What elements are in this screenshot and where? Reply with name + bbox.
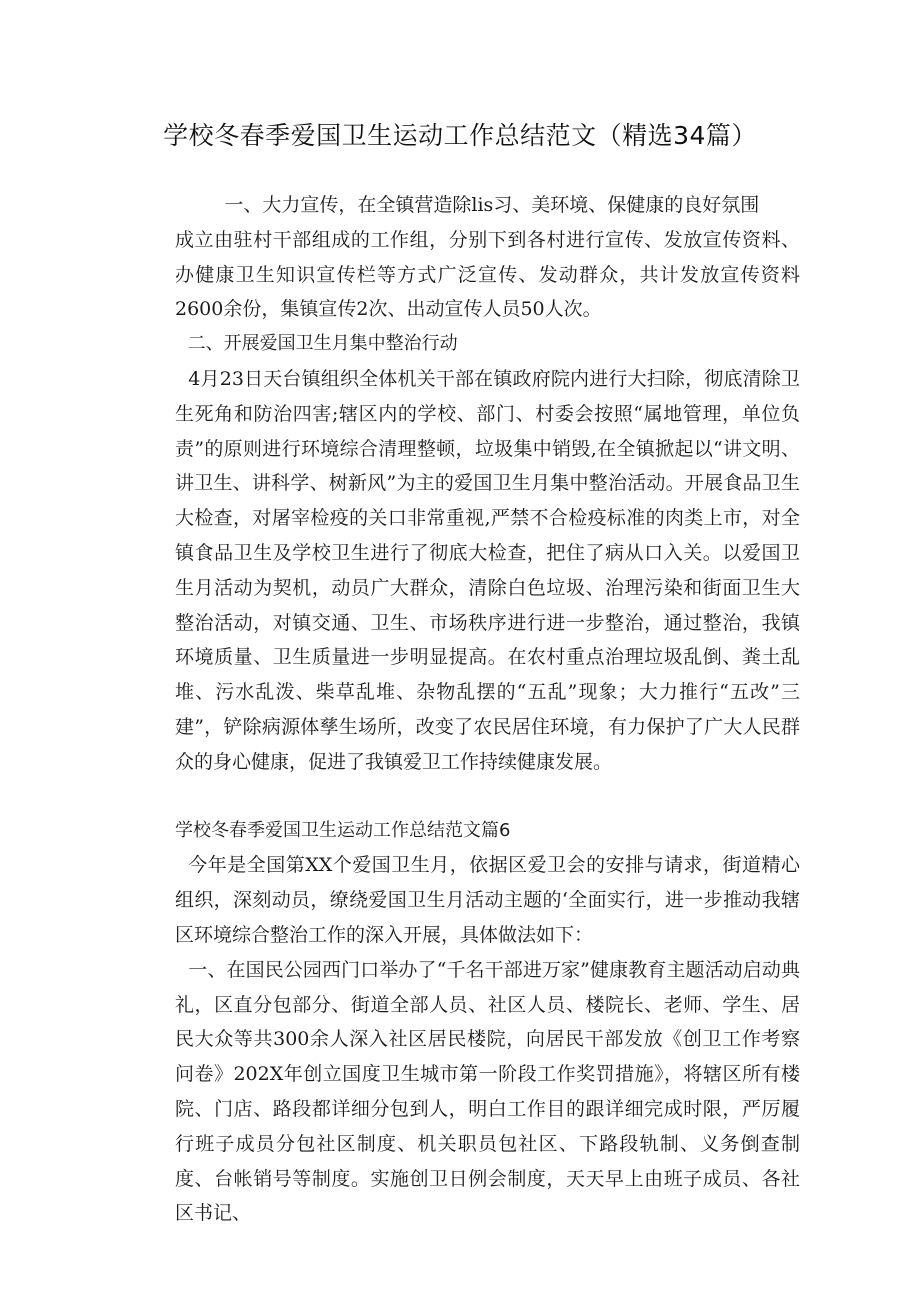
document-body xyxy=(175,188,800,1231)
section-heading: 一、大力宣传，在全镇营造除lis习、美环境、保健康的良好氛围 xyxy=(224,194,760,216)
body-paragraph: 成立由驻村干部组成的工作组，分别下到各村进行宣传、发放宣传资料、办健康卫生知识宣传栏等方式广泛宣传、发动群众，共计发放宣传资料2600余份，集镇宣传2次、出动宣传人员50人次。 xyxy=(175,228,800,321)
paragraph-gap xyxy=(175,780,800,814)
section-heading: 二、开展爱国卫生月集中整治行动 xyxy=(187,333,458,355)
chapter-heading: 学校冬春季爱国卫生运动工作总结范文篇6 xyxy=(175,819,511,841)
body-paragraph: 一、在国民公园西门口举办了“千名干部进万家”健康教育主题活动启动典礼，区直分包部分、街道全部人员、社区人员、楼院长、老师、学生、居民大众等共300余人深入社区居民楼院，向居民干部发放《创卫工作考察问卷》202X年创立国度卫生城市第一阶段工作奖罚措施》，将辖区所有楼院、门店、路段都详细分包到人，明白工作目的跟详细完成时限，严厉履行班子成员分包社区制度、机关职员包社区、下路段轨制、义务倒查制度、台帐销号等制度。实施创卫日例会制度，天天早上由班子成员、各社区书记、 xyxy=(175,958,800,1225)
body-paragraph: 4月23日天台镇组织全体机关干部在镇政府院内进行大扫除，彻底清除卫生死角和防治四害;辖区内的学校、部门、村委会按照“属地管理，单位负责”的原则进行环境综合清理整顿，垃圾集中销毁,在全镇掀起以“讲文明、讲卫生、讲科学、树新风”为主的爱国卫生月集中整治活动。开展食品卫生大检查，对屠宰检疫的关口非常重视,严禁不合检疫标准的肉类上市，对全镇食品卫生及学校卫生进行了彻底大检查，把住了病从口入关。以爱国卫生月活动为契机，动员广大群众，清除白色垃圾、治理污染和街面卫生大整治活动，对镇交通、卫生、市场秩序进行进一步整治，通过整治，我镇环境质量、卫生质量进一步明显提高。在农村重点治理垃圾乱倒、粪土乱堆、污水乱泼、柴草乱堆、杂物乱摆的“五乱”现象；大力推行“五改”三建”，铲除病源体孳生场所，改变了农民居住环境，有力保护了广大人民群众的身心健康，促进了我镇爱卫工作持续健康发展。 xyxy=(175,367,800,773)
document-title: 学校冬春季爱国卫生运动工作总结范文（精选34篇） xyxy=(163,121,757,150)
body-paragraph: 今年是全国第XX个爱国卫生月，依据区爱卫会的安排与请求，街道精心组织，深刻动员，缭绕爱国卫生月活动主题的‘全面实行，进一步推动我辖区环境综合整治工作的深入开展，具体做法如下： xyxy=(175,854,800,946)
